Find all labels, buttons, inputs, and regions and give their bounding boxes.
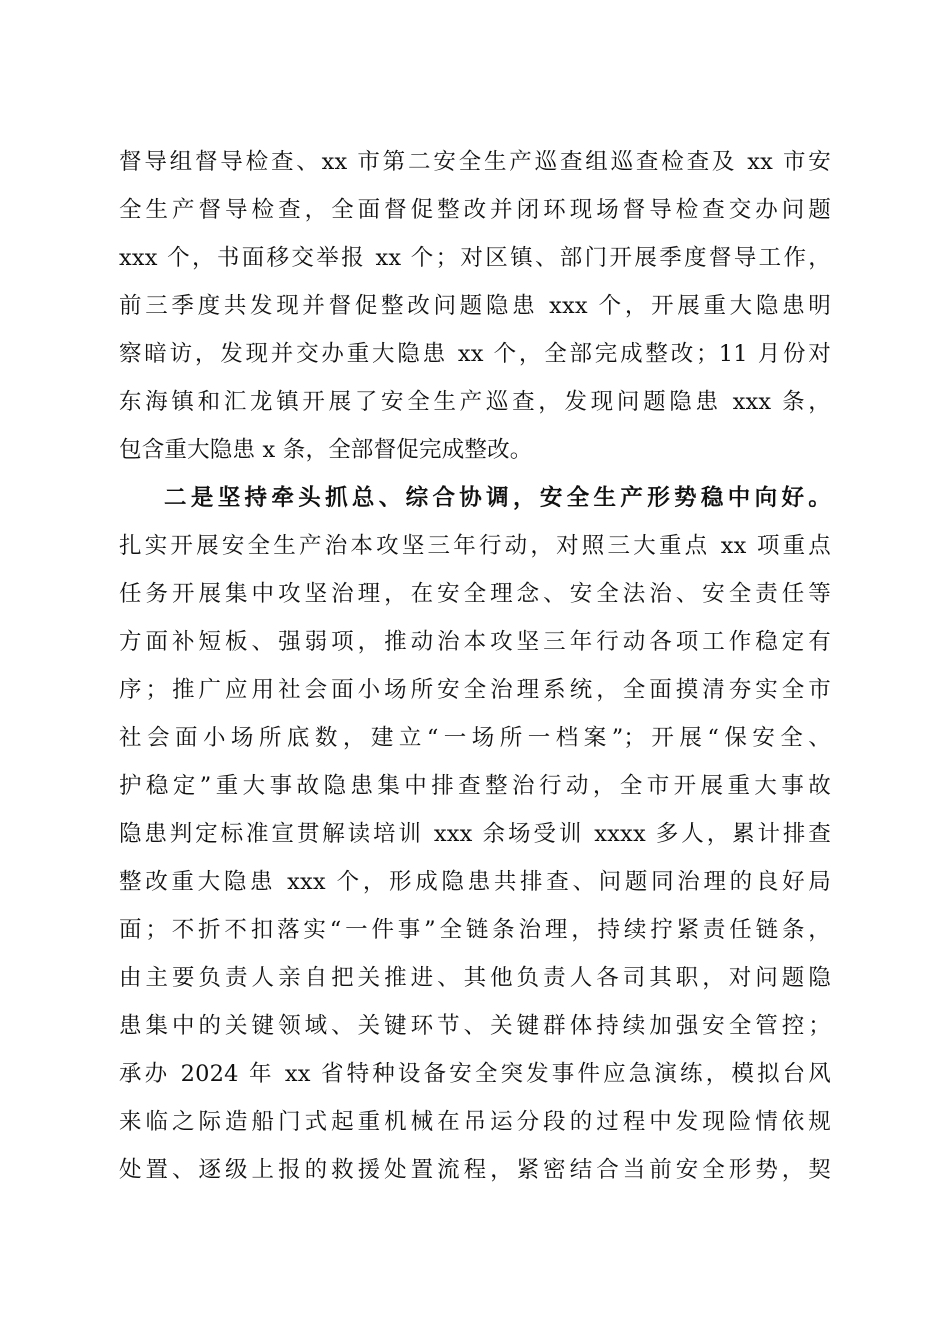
text-line: 承办 2024 年 xx 省特种设备安全突发事件应急演练，模拟台风 [119, 1061, 831, 1087]
paragraph-last-line: 包含重大隐患 x 条，全部督促完成整改。 [119, 437, 533, 463]
text-line: 护稳定”重大事故隐患集中排查整治行动，全市开展重大事故 [119, 773, 831, 799]
text-line: 全生产督导检查，全面督促整改并闭环现场督导检查交办问题 [119, 197, 831, 223]
text-line: 督导组督导检查、xx 市第二安全生产巡查组巡查检查及 xx 市安 [119, 149, 831, 175]
text-line: 来临之际造船门式起重机械在吊运分段的过程中发现险情依规 [119, 1109, 831, 1135]
text-line: 患集中的关键领域、关键环节、关键群体持续加强安全管控； [119, 1013, 831, 1039]
text-line: 整改重大隐患 xxx 个，形成隐患共排查、问题同治理的良好局 [119, 869, 831, 895]
text-line: 方面补短板、强弱项，推动治本攻坚三年行动各项工作稳定有 [119, 629, 831, 655]
text-line: 前三季度共发现并督促整改问题隐患 xxx 个，开展重大隐患明 [119, 293, 831, 319]
text-line: 东海镇和汇龙镇开展了安全生产巡查，发现问题隐患 xxx 条， [119, 389, 831, 415]
section-heading: 二是坚持牵头抓总、综合协调，安全生产形势稳中向好。 [164, 485, 831, 511]
text-line: 察暗访，发现并交办重大隐患 xx 个，全部完成整改；11 月份对 [119, 341, 831, 367]
text-line: 由主要负责人亲自把关推进、其他负责人各司其职，对问题隐 [119, 965, 831, 991]
text-line: 社会面小场所底数，建立“一场所一档案”；开展“保安全、 [119, 725, 831, 751]
text-line: 隐患判定标准宣贯解读培训 xxx 余场受训 xxxx 多人，累计排查 [119, 821, 831, 847]
text-line: xxx 个，书面移交举报 xx 个；对区镇、部门开展季度督导工作， [119, 245, 831, 271]
text-line: 扎实开展安全生产治本攻坚三年行动，对照三大重点 xx 项重点 [119, 533, 831, 559]
text-line: 任务开展集中攻坚治理，在安全理念、安全法治、安全责任等 [119, 581, 831, 607]
text-line: 序；推广应用社会面小场所安全治理系统，全面摸清夯实全市 [119, 677, 831, 703]
text-line: 面；不折不扣落实“一件事”全链条治理，持续拧紧责任链条， [119, 917, 831, 943]
text-line: 处置、逐级上报的救援处置流程，紧密结合当前安全形势，契 [119, 1157, 831, 1183]
